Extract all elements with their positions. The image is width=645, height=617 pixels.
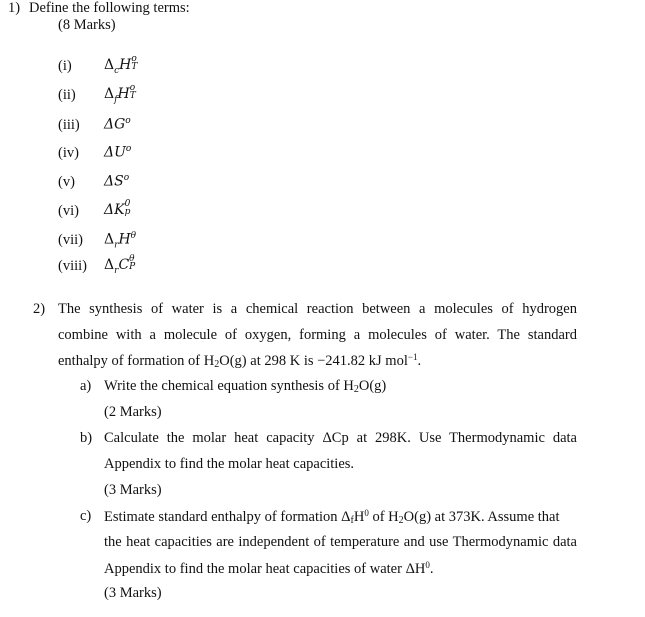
term-number: (ii) [58,87,76,103]
question-1-text: Define the following terms: [29,0,190,16]
term-symbol: $\Delta_fH$ o T [104,83,136,105]
question-1-marks: (8 Marks) [58,17,116,33]
term-symbol: $\Delta U^o$ [104,144,132,161]
part-b-line-1: Calculate the molar heat capacity ΔCp at 298K. Use Thermodynamic data [104,430,577,446]
part-a-text: Write the chemical equation synthesis of $H_2O(g)$ [104,378,387,395]
part-a-label: a) [80,378,92,394]
term-number: (v) [58,174,75,190]
part-c-line-1: Estimate standard enthalpy of formation $\Delta_fH^0$ of $H_2O(g)$ at 373K. Assume that [104,508,560,526]
term-symbol: ΔK 0 p [104,199,131,218]
part-b-line-2: Appendix to find the molar heat capacities. [104,456,355,472]
term-number: (viii) [58,258,87,274]
term-number: (i) [58,58,72,74]
term-symbol: $\Delta_cH$ o T [104,54,138,76]
part-c-line-2: the heat capacities are independent of temperature and use Thermodynamic data [104,534,577,550]
question-1-number: 1) [8,0,21,16]
term-number: (iii) [58,117,80,133]
part-c-label: c) [80,508,92,524]
term-symbol: $\Delta_rC$ θ P [104,254,136,276]
part-c-marks: (3 Marks) [104,585,162,601]
question-2-line-2: combine with a molecule of oxygen, forming a molecules of water. The standard [58,327,577,343]
part-b-label: b) [80,430,93,446]
question-2-number: 2) [33,301,46,317]
part-a-marks: (2 Marks) [104,404,162,420]
term-symbol: $\Delta S^o$ [104,173,130,190]
part-b-marks: (3 Marks) [104,482,162,498]
part-c-line-3: Appendix to find the molar heat capacities of water $\Delta H^0$. [104,560,434,577]
question-2-line-3: enthalpy of formation of $H_2O(g)$ at 298 K is −241.82 kJ mol$^{-1}$. [58,352,422,370]
term-symbol: $\Delta_rH^\theta$ [104,231,137,251]
term-number: (vii) [58,232,83,248]
term-symbol: $\Delta G^o$ [104,116,131,133]
term-number: (iv) [58,145,79,161]
term-number: (vi) [58,203,79,219]
question-2-line-1: The synthesis of water is a chemical reaction between a molecules of hydrogen [58,301,577,317]
